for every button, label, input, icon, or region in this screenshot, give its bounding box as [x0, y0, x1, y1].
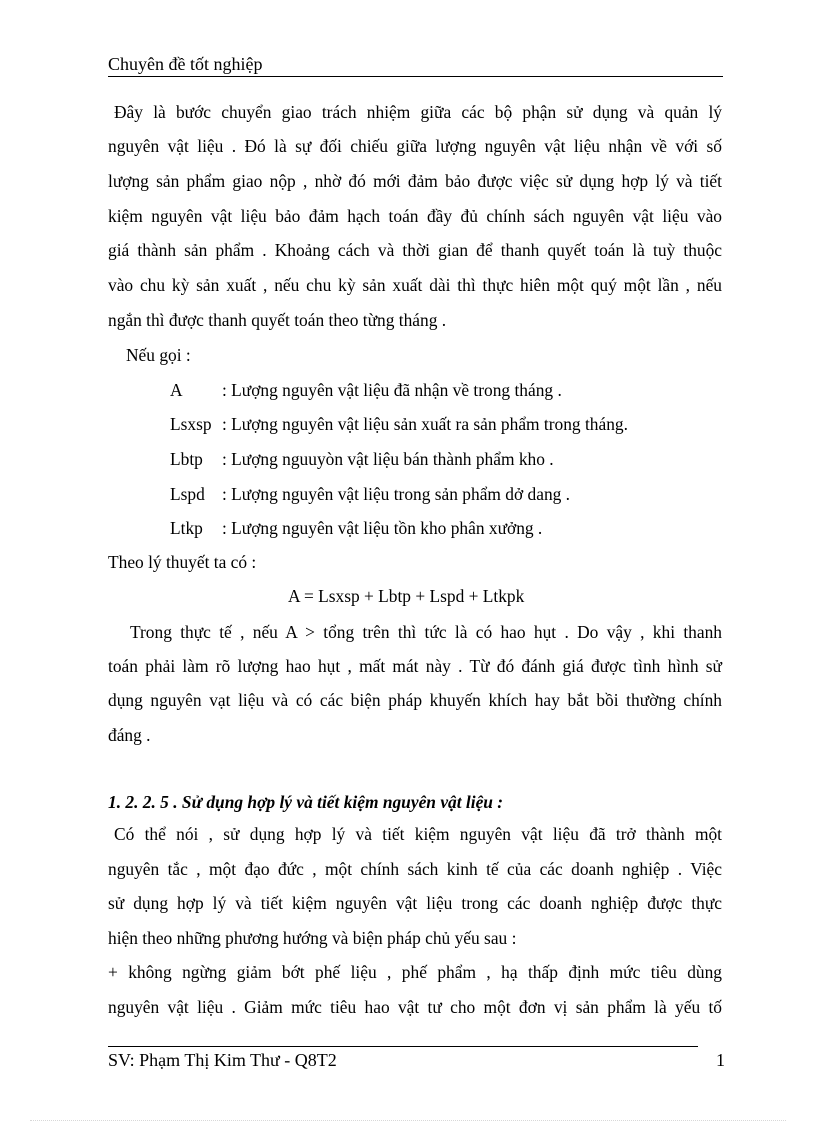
definition-text: : Lượng nguyên vật liệu sản xuất ra sản phẩm trong tháng.: [222, 414, 628, 434]
theory-label: Theo lý thuyết ta có :: [108, 552, 257, 572]
paragraph-line: hiện theo những phương hướng và biện pháp chủ yếu sau :: [108, 928, 517, 948]
paragraph-line: + không ngừng giảm bớt phế liệu , phế phẩm , hạ thấp định mức tiêu dùng: [108, 962, 722, 982]
definition-text: : Lượng nguuyòn vật liệu bán thành phẩm kho .: [222, 449, 554, 469]
definition-text: : Lượng nguyên vật liệu đã nhận về trong tháng .: [222, 380, 562, 400]
paragraph-line: ngắn thì được thanh quyết toán theo từng tháng .: [108, 310, 447, 330]
paragraph-line: Trong thực tế , nếu A > tổng trên thì tức là có hao hụt . Do vậy , khi thanh: [130, 622, 722, 642]
definition-symbol: Ltkp: [170, 518, 203, 538]
paragraph-line: toán phải làm rõ lượng hao hụt , mất mát này . Từ đó đánh giá được tình hình sử: [108, 656, 722, 676]
paragraph-line: đáng .: [108, 725, 151, 745]
section-heading: 1. 2. 2. 5 . Sử dụng hợp lý và tiết kiệm nguyên vật liệu :: [108, 792, 504, 812]
footer-author: SV: Phạm Thị Kim Thư - Q8T2: [108, 1050, 337, 1070]
paragraph-line: sử dụng hợp lý và tiết kiệm nguyên vật liệu trong các doanh nghiệp được thực: [108, 893, 722, 913]
definition-text: : Lượng nguyên vật liệu tồn kho phân xưởng .: [222, 518, 543, 538]
definition-item: [170, 482, 784, 506]
definition-item: [170, 412, 784, 436]
definition-text: : Lượng nguyên vật liệu trong sản phẩm dở dang .: [222, 484, 571, 504]
page-number: 1: [716, 1050, 725, 1070]
definition-item: [170, 516, 784, 540]
paragraph-line: nguyên tắc , một đạo đức , một chính sách kinh tế của các doanh nghiệp . Việc: [108, 859, 722, 879]
definition-item: [170, 447, 784, 471]
paragraph-line: Đây là bước chuyển giao trách nhiệm giữa các bộ phận sử dụng và quản lý: [114, 102, 722, 122]
page-edge-divider: [30, 1120, 786, 1121]
paragraph-line: nguyên vật liệu . Đó là sự đối chiếu giữa lượng nguyên vật liệu nhận về với số: [108, 136, 722, 156]
formula: A = Lsxsp + Lbtp + Lspd + Ltkpk: [288, 586, 525, 606]
definition-symbol: A: [170, 380, 183, 400]
definition-item: [170, 378, 784, 402]
header-title: Chuyên đề tốt nghiệp: [108, 54, 263, 74]
definition-symbol: Lsxsp: [170, 414, 212, 434]
definition-symbol: Lspd: [170, 484, 205, 504]
paragraph-line: giá thành sản phẩm . Khoảng cách và thời gian để thanh quyết toán là tuỳ thuộc: [108, 240, 722, 260]
paragraph-line: vào chu kỳ sản xuất , nếu chu kỳ sản xuất dài thì thực hiên một quý một lần , nếu: [108, 275, 722, 295]
paragraph-line: kiệm nguyên vật liệu bảo đảm hạch toán đầy đủ chính sách nguyên vật liệu vào: [108, 206, 722, 226]
page-footer: [108, 1046, 698, 1071]
definition-symbol: Lbtp: [170, 449, 203, 469]
page-header: [108, 52, 723, 77]
paragraph-line: nguyên vật liệu . Giảm mức tiêu hao vật tư cho một đơn vị sản phẩm là yếu tố: [108, 997, 722, 1017]
paragraph-line: dụng nguyên vạt liệu và có các biện pháp khuyến khích hay bắt bồi thường chính: [108, 690, 722, 710]
if-label: Nếu gọi :: [126, 345, 191, 365]
paragraph-line: Có thể nói , sử dụng hợp lý và tiết kiệm nguyên vật liệu đã trở thành một: [114, 824, 722, 844]
paragraph-line: lượng sản phẩm giao nộp , nhờ đó mới đảm bảo được việc sử dụng hợp lý và tiết: [108, 171, 722, 191]
